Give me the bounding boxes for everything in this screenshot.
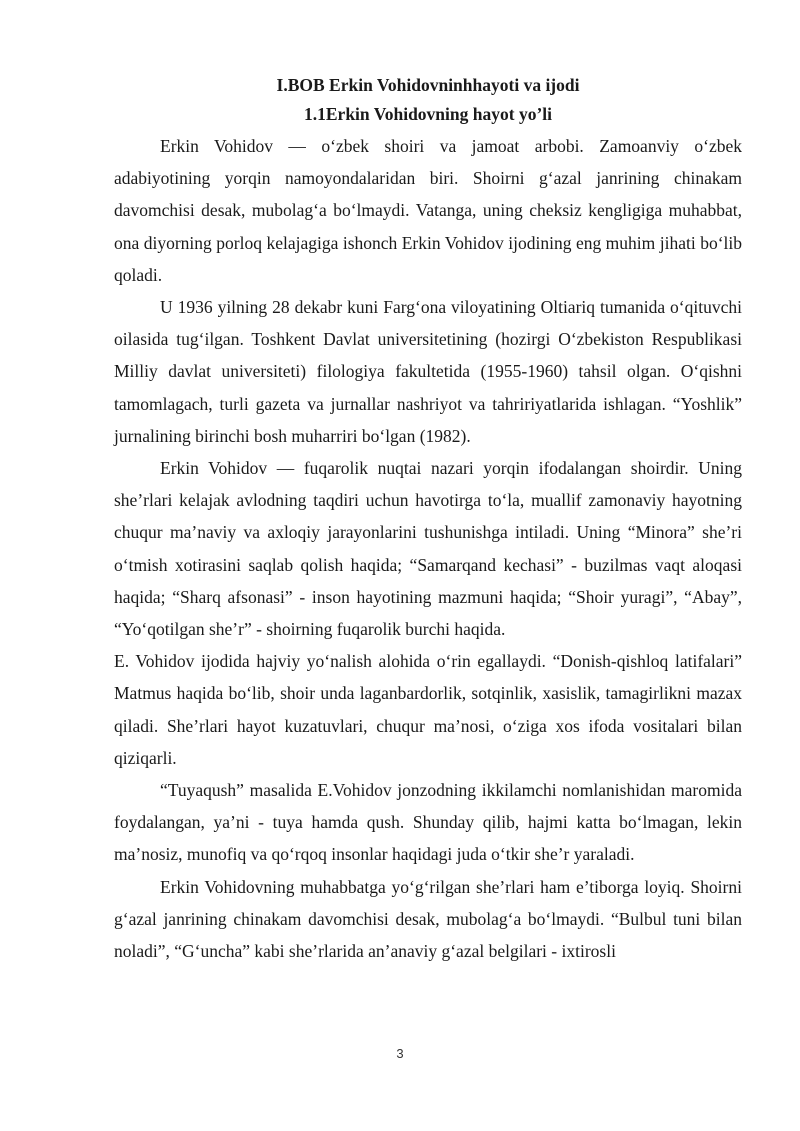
paragraph-tuyaqush: “Tuyaqush” masalida E.Vohidov jonzodning ikkilamchi nomlanishidan maromida foydalangan, ya’ni - tuya hamda qush. Shunday qilib, hajmi katta bo‘lmagan, lekin ma’nosiz, munofiq va qo‘rqoq insonlar haqidagi juda o‘tkir she’r yaraladi. (114, 780, 742, 865)
paragraph-love-poems: Erkin Vohidovning muhabbatga yo‘g‘rilgan she’rlari ham e’tiborga loyiq. Shoirni g‘azal janrining chinakam davomchisi desak, mubolag‘a bo‘lmaydi. “Bulbul tuni bilan noladi”, “G‘uncha” kabi she’rlarida an’anaviy g‘azal belgilari - ixtirosli (114, 876, 742, 962)
paragraph-satire: E. Vohidov ijodida hajviy yo‘nalish alohida o‘rin egallaydi. “Donish-qishloq latifalari” Matmus haqida bo‘lib, shoir unda laganbardorlik, sotqinlik, xasislik, tamagirlikni mazax qiladi. She’rlari hayot kuzatuvlari, chuqur ma’nosi, o‘ziga xos ifoda vositalari bilan qiziqarli. (114, 651, 742, 768)
page-number: 3 (396, 1046, 404, 1061)
paragraph-intro: Erkin Vohidov — o‘zbek shoiri va jamoat arbobi. Zamoanviy o‘zbek adabiyotining yorqin namoyondalaridan biri. Shoirni g‘azal janrining chinakam davomchisi desak, mubolag‘a bo‘lmaydi. Vatanga, uning cheksiz kengligiga muhabbat, ona diyorning porloq kelajagiga ishonch Erkin Vohidov ijodining eng muhim jihati bo‘lib qoladi. (114, 136, 742, 285)
paragraph-civic-poetry: Erkin Vohidov — fuqarolik nuqtai nazari yorqin ifodalangan shoirdir. Uning she’rlari kelajak avlodning taqdiri uchun havotirga to‘la, muallif zamonaviy hayotning chuqur ma’naviy va axloqiy jarayonlarini tushunishga intiladi. Uning “Minora” she’ri o‘tmish xotirasini saqlab qolish haqida; “Samarqand kechasi” - buzilmas vaqt aloqasi haqida; “Sharq afsonasi” - inson hayotining mazmuni haqida; “Shoir yuragi”, “Abay”, “Yo‘qotilgan she’r” - shoirning fuqarolik burchi haqida. (114, 458, 742, 640)
chapter-title: I.BOB Erkin Vohidovninhhayoti va ijodi (276, 75, 580, 95)
paragraph-biography: U 1936 yilning 28 dekabr kuni Farg‘ona viloyatining Oltiariq tumanida o‘qituvchi oilasida tug‘ilgan. Toshkent Davlat universitetining (hozirgi O‘zbekiston Respublikasi Milliy davlat universiteti) filologiya fakultetida (1955-1960) tahsil olgan. O‘qishni tamomlagach, turli gazeta va jurnallar nashriyot va tahririyatlarida ishlagan. “Yoshlik” jurnalining birinchi bosh muharriri bo‘lgan (1982). (114, 297, 742, 446)
section-title: 1.1Erkin Vohidovning hayot yo’li (304, 104, 552, 124)
page-content (114, 74, 742, 967)
